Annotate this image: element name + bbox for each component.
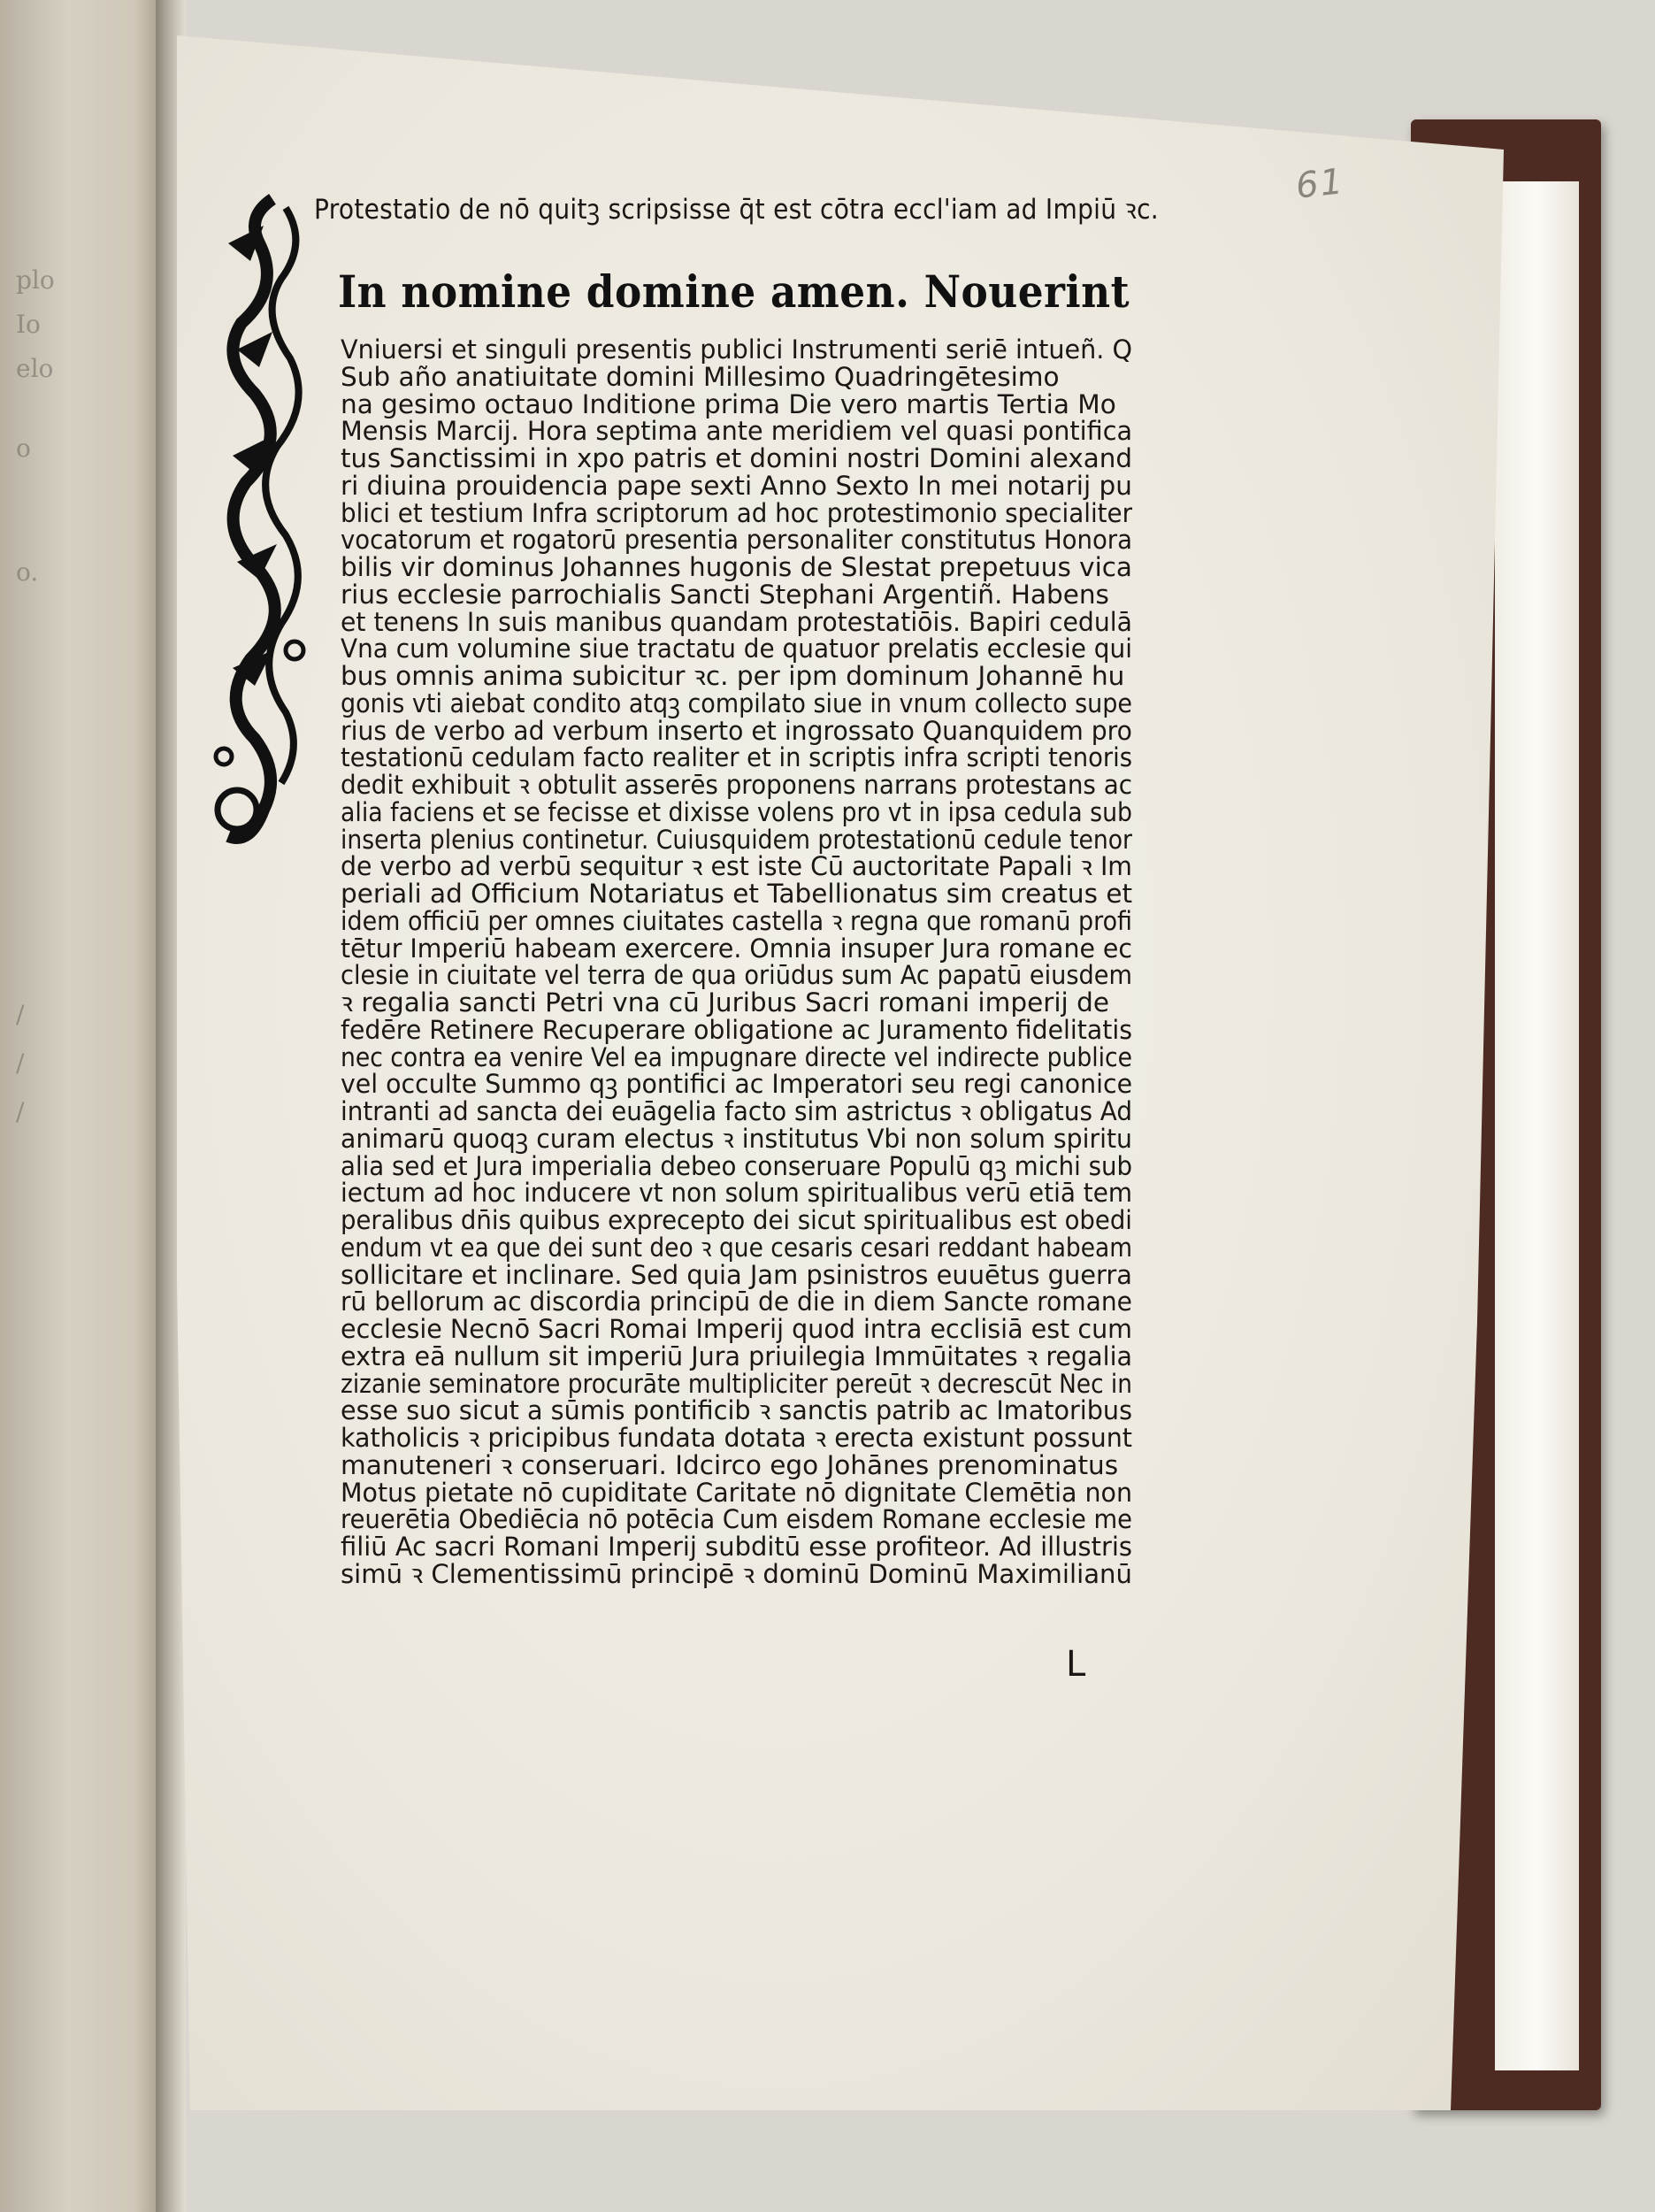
text-line: filiū Ac sacri Romani Imperij subditū esse profiteor. Ad illustris [341, 1532, 1132, 1562]
text-line: inserta plenius continetur. Cuiusquidem protestationū cedule tenor [341, 824, 1133, 855]
text-line: de verbo ad verbū sequitur ꝛ est iste Cū auctoritate Papali ꝛ Im [341, 851, 1132, 882]
text-line: extra eā nullum sit imperiū Jura priuilegia Immūitates ꝛ regalia [341, 1340, 1133, 1371]
text-line: rius de verbo ad verbum inserto et ingrossato Quanquidem pro [341, 715, 1132, 746]
text-line: testationū cedulam facto realiter et in scriptis infra scripti tenoris [341, 742, 1132, 773]
incipit-line: In nomine domine amen. Nouerint [338, 265, 1130, 318]
text-line: ri diuina prouidencia pape sexti Anno Sexto In mei notarij pu [341, 470, 1132, 501]
text-line: alia faciens et se fecisse et dixisse volens pro vt in ipsa cedula sub [341, 796, 1133, 827]
text-line: reuerētia Obediēcia nō potēcia Cum eisdem Romane ecclesie me [341, 1504, 1133, 1535]
text-line: Mensis Marcij. Hora septima ante meridiem vel quasi pontifica [341, 416, 1133, 447]
text-line: esse suo sicut a sūmis pontificib ꝛ sanctis patrib ac Imatoribus [341, 1395, 1133, 1426]
text-line: tus Sanctissimi in xpo patris et domini nostri Domini alexand [341, 443, 1133, 473]
decorated-initial-i-icon [211, 190, 321, 854]
left-page-fragment: plo [16, 265, 55, 295]
text-line: manuteneri ꝛ conseruari. Idcirco ego Johānes prenominatus [341, 1449, 1119, 1480]
text-line: blici et testium Infra scriptorum ad hoc protestimonio specialiter [341, 497, 1133, 528]
text-line: ꝛ regalia sancti Petri vna cū Juribus Sacri romani imperij de [341, 987, 1110, 1018]
text-line: Sub año anatiuitate domini Millesimo Quadringētesimo [341, 361, 1060, 392]
text-line: katholicis ꝛ pricipibus fundata dotata ꝛ erecta existunt possunt [341, 1423, 1133, 1453]
text-line: gonis vti aiebat condito atqꝫ compilato siue in vnum collecto supe [341, 687, 1133, 718]
signature-mark: L [1066, 1644, 1086, 1685]
text-line: alia sed et Jura imperialia debeo conseruare Populū qꝫ michi sub [341, 1150, 1133, 1181]
text-line: bilis vir dominus Johannes hugonis de Slestat prepetuus vica [341, 552, 1132, 582]
text-line: sollicitare et inclinare. Sed quia Jam psinistros euuētus guerra [341, 1259, 1132, 1290]
text-line: bus omnis anima subicitur ꝛc. per ipm dominum Johannē hu [341, 661, 1125, 691]
left-page-fragment: / [16, 1000, 25, 1029]
left-page-fragment: elo [16, 354, 54, 383]
text-line: animarū quoqꝫ curam electus ꝛ institutus Vbi non solum spiritu [341, 1123, 1132, 1154]
text-line: simū ꝛ Clementissimū principē ꝛ dominū Dominū Maximilianū [341, 1558, 1132, 1589]
text-line: Motus pietate nō cupiditate Caritate nō dignitate Clemētia non [341, 1477, 1133, 1508]
text-line: zizanie seminatore procurāte multipliciter pereūt ꝛ decrescūt Nec in [341, 1368, 1132, 1399]
text-line: rū bellorum ac discordia principū de die in diem Sancte romane [341, 1286, 1132, 1317]
text-line: fedēre Retinere Recuperare obligatione ac Juramento fidelitatis [341, 1014, 1132, 1045]
text-line: endum vt ea que dei sunt deo ꝛ que cesaris cesari reddant habeam [341, 1232, 1133, 1263]
text-line: vel occulte Summo qꝫ pontifici ac Imperatori seu regi canonice [341, 1069, 1133, 1100]
text-line: intranti ad sancta dei euāgelia facto sim astrictus ꝛ obligatus Ad [341, 1096, 1133, 1126]
text-line: Vniuersi et singuli presentis publici Instrumenti seriē intueñ. Q [341, 334, 1132, 365]
folio-number: 61 [1293, 161, 1347, 207]
text-line: rius ecclesie parrochialis Sancti Stephani Argentiñ. Habens [341, 579, 1109, 610]
left-page-fragment: o. [16, 557, 39, 587]
text-line: Vna cum volumine siue tractatu de quatuor prelatis ecclesie qui [341, 634, 1132, 664]
text-line: periali ad Officium Notariatus et Tabellionatus sim creatus et [341, 879, 1133, 909]
text-line: idem officiū per omnes ciuitates castella ꝛ regna que romanū profi [341, 905, 1133, 936]
text-line: iectum ad hoc inducere vt non solum spiritualibus verū etiā tem [341, 1178, 1132, 1209]
body-text-block [341, 336, 1137, 1588]
underlying-pages-edge [1495, 181, 1579, 2070]
text-line: tētur Imperiū habeam exercere. Omnia insuper Jura romane ec [341, 933, 1133, 964]
left-page-fragment: / [16, 1048, 25, 1078]
text-line: na gesimo octauo Inditione prima Die vero martis Tertia Mo [341, 388, 1116, 419]
left-page-fragment: / [16, 1097, 25, 1126]
left-page-fragment: Io [16, 310, 41, 339]
text-line: nec contra ea venire Vel ea impugnare directe vel indirecte publice [341, 1041, 1133, 1072]
text-line: ecclesie Necnō Sacri Romai Imperij quod intra ecclisiā est cum [341, 1314, 1132, 1344]
left-page [0, 0, 168, 2212]
text-line: peralibus dn̄is quibus exprecepto dei sicut spiritualibus est obedi [341, 1205, 1132, 1235]
left-page-fragment: o [16, 434, 31, 463]
text-line: vocatorum et rogatorū presentia personaliter constitutus Honora [341, 525, 1132, 556]
text-line: et tenens In suis manibus quandam protestatiōis. Bapiri cedulā [341, 606, 1132, 637]
text-line: dedit exhibuit ꝛ obtulit asserēs proponens narrans protestans ac [341, 770, 1132, 800]
rubric-header: Protestatio de nō quitꝫ scripsisse q̄t est cōtra eccl'iam ad Impiū ꝛc. [314, 194, 1159, 226]
text-line: clesie in ciuitate vel terra de qua oriūdus sum Ac papatū eiusdem [341, 960, 1133, 991]
